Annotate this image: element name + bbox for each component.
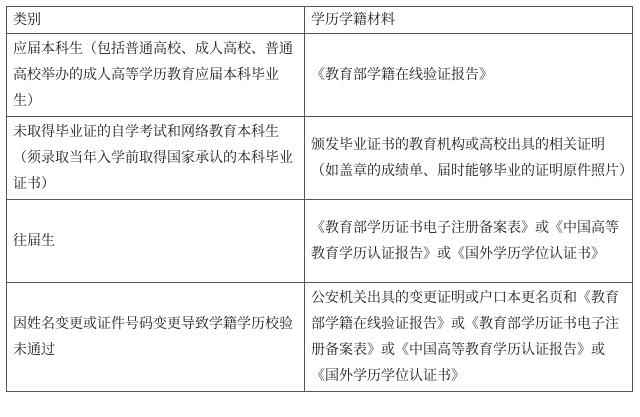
materials-cell: 颁发毕业证书的教育机构或高校出具的相关证明（如盖章的成绩单、届时能够毕业的证明原件照片）	[305, 117, 633, 200]
header-category: 类别	[7, 7, 305, 34]
table-row	[7, 34, 633, 117]
category-cell: 应届本科生（包括普通高校、成人高校、普通高校举办的成人高等学历教育应届本科毕业生）	[7, 34, 305, 117]
category-cell: 因姓名变更或证件号码变更导致学籍学历校验未通过	[7, 283, 305, 392]
table-row	[7, 200, 633, 283]
materials-cell: 《教育部学历证书电子注册备案表》或《中国高等教育学历认证报告》或《国外学历学位认证书》	[305, 200, 633, 283]
table-header-row	[7, 7, 633, 34]
materials-cell: 《教育部学籍在线验证报告》	[305, 34, 633, 117]
table-row	[7, 283, 633, 392]
materials-cell: 公安机关出具的变更证明或户口本更名页和《教育部学籍在线验证报告》或《教育部学历证书电子注册备案表》或《中国高等教育学历认证报告》或《国外学历学位认证书》	[305, 283, 633, 392]
category-cell: 往届生	[7, 200, 305, 283]
requirements-table	[6, 6, 633, 392]
table-row	[7, 117, 633, 200]
category-cell: 未取得毕业证的自学考试和网络教育本科生（须录取当年入学前取得国家承认的本科毕业证书）	[7, 117, 305, 200]
header-materials: 学历学籍材料	[305, 7, 633, 34]
